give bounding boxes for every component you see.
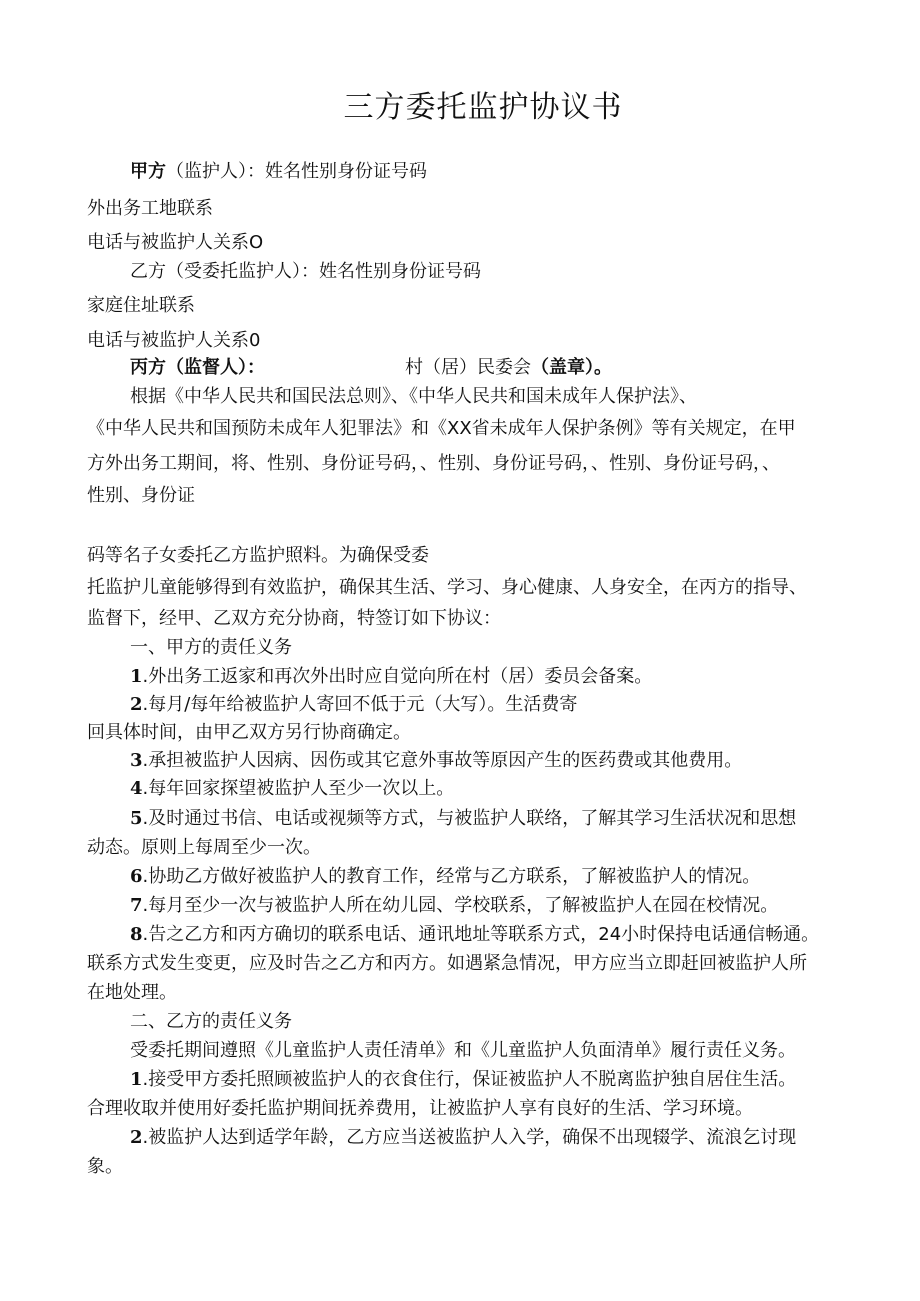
section-1-item-2 <box>130 690 577 720</box>
basis-line-1: 根据《中华人民共和国民法总则》、《中华人民共和国未成年人保护法》、 <box>130 386 697 407</box>
section-1-item-4 <box>130 774 454 804</box>
item-number: 7 <box>130 895 143 916</box>
section-2-item-2 <box>130 1123 796 1153</box>
section-1-item-8 <box>130 920 819 950</box>
item-number: 8 <box>130 924 143 945</box>
item-text: .每月至少一次与被监护人所在幼儿园、学校联系，了解被监护人在园在校情况。 <box>142 895 779 916</box>
section-1-item-8-cont2: 在地处理。 <box>87 982 177 1003</box>
section-1-item-8-cont: 联系方式发生变更，应及时告之乙方和丙方。如遇紧急情况，甲方应当立即赶回被监护人所 <box>87 953 807 974</box>
party-b-phone-line: 电话与被监护人关系0 <box>87 330 261 351</box>
basis-line-6: 托监护儿童能够得到有效监护，确保其生活、学习、身心健康、人身安全，在丙方的指导、 <box>87 577 807 598</box>
party-a-phone-line: 电话与被监护人关系O <box>87 232 264 253</box>
item-number: 1 <box>130 1069 143 1090</box>
section-2-item-1 <box>130 1065 796 1095</box>
home-address-line: 家庭住址联系 <box>87 295 195 316</box>
work-place-line: 外出务工地联系 <box>87 198 213 219</box>
party-c-end: 。 <box>594 357 612 378</box>
section-1-item-2-cont: 回具体时间，由甲乙双方另行协商确定。 <box>87 722 411 743</box>
section-1-item-3 <box>130 746 742 776</box>
section-2-item-1-cont: 合理收取并使用好委托监护期间抚养费用，让被监护人享有良好的生活、学习环境。 <box>87 1098 753 1119</box>
basis-line-3: 方外出务工期间，将、性别、身份证号码，、性别、身份证号码，、性别、身份证号码，、 <box>87 453 780 474</box>
basis-line-4: 性别、身份证 <box>87 485 195 506</box>
item-text: .协助乙方做好被监护人的教育工作，经常与乙方联系，了解被监护人的情况。 <box>142 866 761 887</box>
item-text: .告之乙方和丙方确切的联系电话、通讯地址等联系方式，24小时保持电话通信畅通。 <box>142 924 820 945</box>
item-number: 3 <box>130 750 143 771</box>
basis-line-7: 监督下，经甲、乙双方充分协商，特签订如下协议： <box>87 608 501 629</box>
section-1-item-5-cont: 动态。原则上每周至少一次。 <box>87 837 321 858</box>
section-1-item-5 <box>130 804 796 834</box>
basis-line-2: 《中华人民共和国预防未成年人犯罪法》和《XX省未成年人保护条例》等有关规定，在甲 <box>87 418 796 439</box>
section-1-item-6 <box>130 862 760 892</box>
party-a-label: 甲方 <box>130 161 166 182</box>
item-text: .每月/每年给被监护人寄回不低于元（大写）。生活费寄 <box>142 694 578 715</box>
party-c-label: 丙方（监督人）： <box>130 357 265 378</box>
party-c-stamp: （盖章） <box>531 357 594 378</box>
item-number: 4 <box>130 778 143 799</box>
item-text: .接受甲方委托照顾被监护人的衣食住行，保证被监护人不脱离监护独自居住生活。 <box>142 1069 797 1090</box>
item-number: 2 <box>130 694 143 715</box>
item-text: .外出务工返家和再次外出时应自觉向所在村（居）委员会备案。 <box>142 666 653 687</box>
item-text: .被监护人达到适学年龄，乙方应当送被监护人入学，确保不出现辍学、流浪乞讨现 <box>142 1127 797 1148</box>
item-number: 1 <box>130 666 143 687</box>
item-text: .及时通过书信、电话或视频等方式，与被监护人联络，了解其学习生活状况和思想 <box>142 808 797 829</box>
item-number: 2 <box>130 1127 143 1148</box>
section-1-heading: 一、甲方的责任义务 <box>130 637 292 658</box>
section-1-item-7 <box>130 891 778 921</box>
basis-line-5: 码等名子女委托乙方监护照料。为确保受委 <box>87 545 429 566</box>
item-text: .每年回家探望被监护人至少一次以上。 <box>142 778 455 799</box>
party-a-role: （监护人） <box>166 161 247 182</box>
document-title: 三方委托监护协议书 <box>343 90 623 125</box>
section-2-item-2-cont: 象。 <box>87 1156 123 1177</box>
party-b-line: 乙方（受委托监护人）：姓名性别身份证号码 <box>130 261 481 282</box>
party-c-line <box>130 353 612 383</box>
item-number: 5 <box>130 808 143 829</box>
section-2-intro: 受委托期间遵照《儿童监护人责任清单》和《儿童监护人负面清单》履行责任义务。 <box>130 1040 796 1061</box>
section-1-item-1 <box>130 662 652 692</box>
party-a-line <box>130 157 427 187</box>
section-2-heading: 二、乙方的责任义务 <box>130 1011 292 1032</box>
item-text: .承担被监护人因病、因伤或其它意外事故等原因产生的医药费或其他费用。 <box>142 750 743 771</box>
party-a-fields: ：姓名性别身份证号码 <box>247 161 427 182</box>
item-number: 6 <box>130 866 143 887</box>
party-c-org: 村（居）民委会 <box>405 357 531 378</box>
